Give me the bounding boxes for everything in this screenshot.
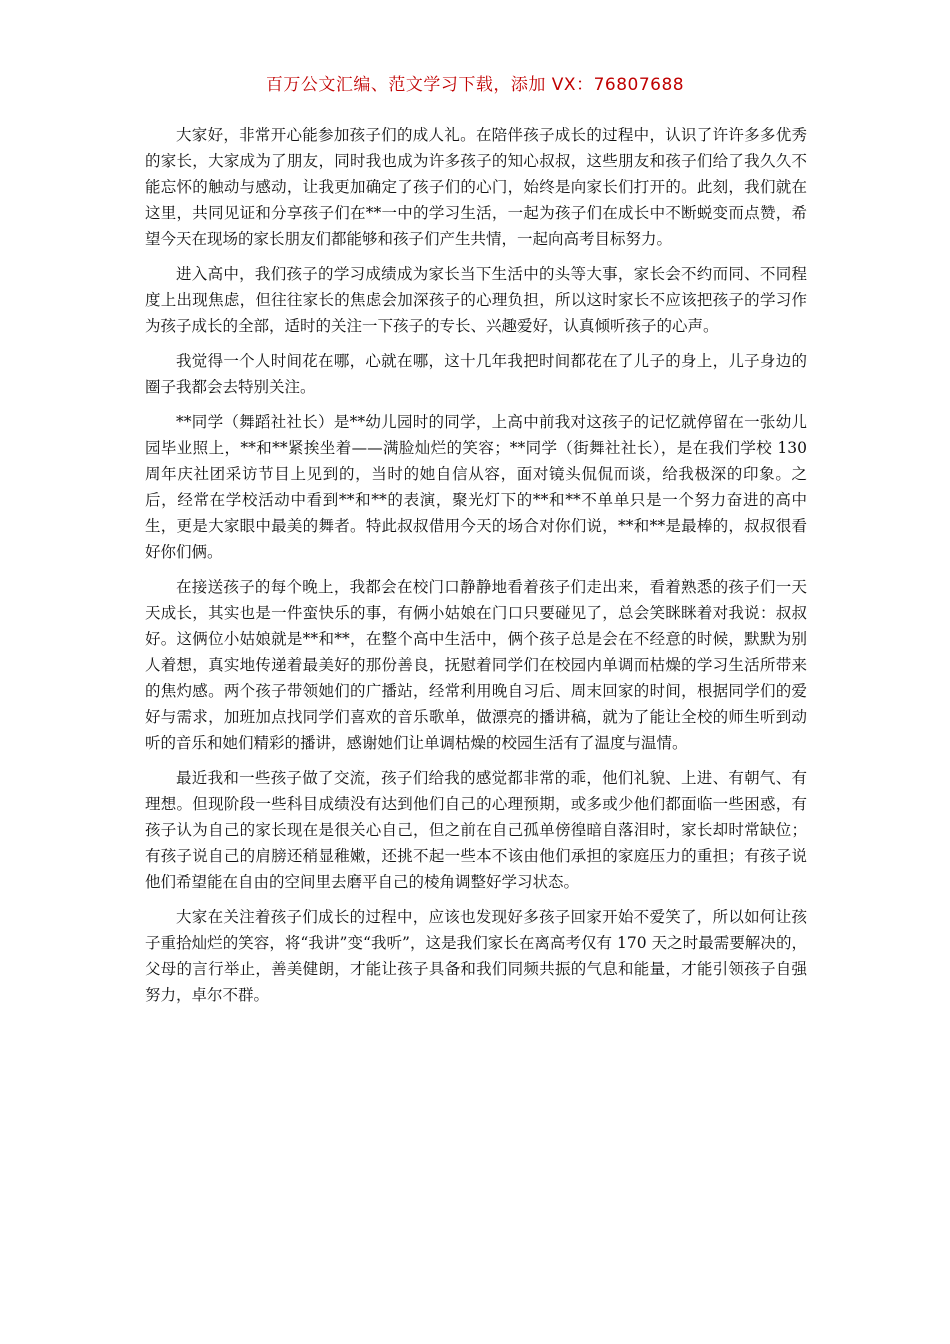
paragraph: 在接送孩子的每个晚上，我都会在校门口静静地看着孩子们走出来，看着熟悉的孩子们一天天成长，其实也是一件蛮快乐的事，有俩小姑娘在门口只要碰见了，总会笑眯眯着对我说：叔叔好。这俩位小姑娘就是**和**，在整个高中生活中，俩个孩子总是会在不经意的时候，默默为别人着想，真实地传递着最美好的那份善良，抚慰着同学们在校园内单调而枯燥的学习生活所带来的焦灼感。两个孩子带领她们的广播站，经常利用晚自习后、周末回家的时间，根据同学们的爱好与需求，加班加点找同学们喜欢的音乐歌单，做漂亮的播讲稿，就为了能让全校的师生听到动听的音乐和她们精彩的播讲，感谢她们让单调枯燥的校园生活有了温度与温情。 [145, 578, 807, 752]
paragraph: 大家好，非常开心能参加孩子们的成人礼。在陪伴孩子成长的过程中，认识了许许多多优秀的家长，大家成为了朋友，同时我也成为许多孩子的知心叔叔，这些朋友和孩子们给了我久久不能忘怀的触动与感动，让我更加确定了孩子们的心门，始终是向家长们打开的。此刻，我们就在这里，共同见证和分享孩子们在**一中的学习生活，一起为孩子们在成长中不断蜕变而点赞，希望今天在现场的家长朋友们都能够和孩子们产生共情，一起向高考目标努力。 [145, 126, 807, 248]
paragraph: **同学（舞蹈社社长）是**幼儿园时的同学，上高中前我对这孩子的记忆就停留在一张幼儿园毕业照上，**和**紧挨坐着——满脸灿烂的笑容；**同学（街舞社社长），是在我们学校 130 周年庆社团采访节目上见到的，当时的她自信从容，面对镜头侃侃而谈，给我极深的印象。之后，经常在学校活动中看到**和**的表演，聚光灯下的**和**不单单只是一个努力奋进的高中生，更是大家眼中最美的舞者。特此叔叔借用今天的场合对你们说，**和**是最棒的，叔叔很看好你们俩。 [145, 413, 807, 561]
paragraph: 大家在关注着孩子们成长的过程中，应该也发现好多孩子回家开始不爱笑了，所以如何让孩子重拾灿烂的笑容，将“我讲”变“我听”，这是我们家长在离高考仅有 170 天之时最需要解决的，父母的言行举止，善美健朗，才能让孩子具备和我们同频共振的气息和能量，才能引领孩子自强努力，卓尔不群。 [145, 908, 807, 1004]
paragraph: 我觉得一个人时间花在哪，心就在哪，这十几年我把时间都花在了儿子的身上，儿子身边的圈子我都会去特别关注。 [145, 352, 807, 396]
paragraph: 进入高中，我们孩子的学习成绩成为家长当下生活中的头等大事，家长会不约而同、不同程度上出现焦虑，但往往家长的焦虑会加深孩子的心理负担，所以这时家长不应该把孩子的学习作为孩子成长的全部，适时的关注一下孩子的专长、兴趣爱好，认真倾听孩子的心声。 [145, 265, 807, 335]
header-banner: 百万公文汇编、范文学习下载，添加 VX：76807688 [265, 75, 685, 95]
speech-body [145, 122, 807, 1017]
paragraph: 最近我和一些孩子做了交流，孩子们给我的感觉都非常的乖，他们礼貌、上进、有朝气、有理想。但现阶段一些科目成绩没有达到他们自己的心理预期，或多或少他们都面临一些困惑，有孩子认为自己的家长现在是很关心自己，但之前在自己孤单傍徨暗自落泪时，家长却时常缺位；有孩子说自己的肩膀还稍显稚嫩，还挑不起一些本不该由他们承担的家庭压力的重担；有孩子说他们希望能在自由的空间里去磨平自己的棱角调整好学习状态。 [145, 769, 807, 891]
